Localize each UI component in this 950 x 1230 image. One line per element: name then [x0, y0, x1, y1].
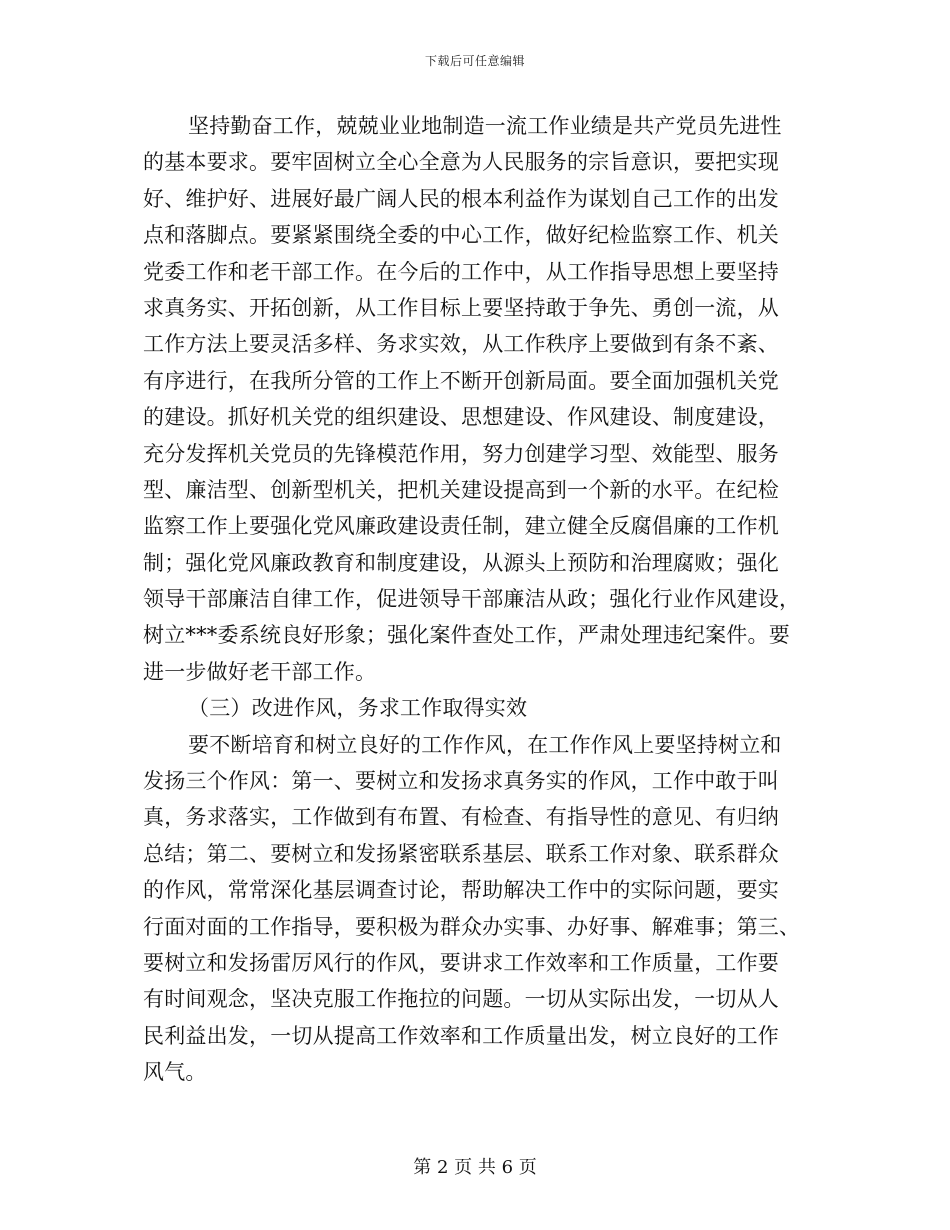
paragraph-line: 监察工作上要强化党风廉政建设责任制，建立健全反腐倡廉的工作机: [143, 514, 779, 539]
paragraph-line: 要不断培育和树立良好的工作作风，在工作作风上要坚持树立和: [188, 732, 782, 757]
paragraph-line: 充分发挥机关党员的先锋模范作用，努力创建学习型、效能型、服务: [143, 441, 779, 466]
paragraph-line: 民利益出发，一切从提高工作效率和工作质量出发，树立良好的工作: [143, 1023, 779, 1048]
paragraph-line: 有时间观念，坚决克服工作拖拉的问题。一切从实际出发，一切从人: [143, 987, 779, 1012]
paragraph-line: 好、维护好、进展好最广阔人民的根本利益作为谋划自己工作的出发: [143, 186, 779, 211]
paragraph-line: 的建设。抓好机关党的组织建设、思想建设、作风建设、制度建设，: [143, 405, 779, 430]
paragraph-line: 工作方法上要灵活多样、务求实效，从工作秩序上要做到有条不紊、: [143, 332, 779, 357]
paragraph-line: 要树立和发扬雷厉风行的作风，要讲求工作效率和工作质量，工作要: [143, 950, 779, 975]
paragraph-line: 制；强化党风廉政教育和制度建设，从源头上预防和治理腐败；强化: [143, 550, 779, 575]
paragraph-line: 型、廉洁型、创新型机关，把机关建设提高到一个新的水平。在纪检: [143, 477, 779, 502]
paragraph-line: 坚持勤奋工作，兢兢业业地制造一流工作业绩是共产党员先进性: [188, 114, 782, 138]
paragraph-line: 真，务求落实，工作做到有布置、有检查、有指导性的意见、有归纳: [143, 805, 779, 830]
paragraph-line: 发扬三个作风：第一、要树立和发扬求真务实的作风，工作中敢于叫: [143, 769, 779, 794]
paragraph-line: 领导干部廉洁自律工作，促进领导干部廉洁从政；强化行业作风建设，: [143, 587, 801, 612]
document-body: [143, 108, 807, 1091]
page-header: 下载后可任意编辑: [424, 54, 525, 68]
paragraph-line: 进一步做好老干部工作。: [143, 659, 377, 684]
paragraph-line: 的作风，常常深化基层调查讨论，帮助解决工作中的实际问题，要实: [143, 878, 779, 903]
paragraph-line: 的基本要求。要牢固树立全心全意为人民服务的宗旨意识，要把实现: [143, 150, 779, 175]
section-heading: （三）改进作风，务求工作取得实效: [188, 696, 528, 721]
paragraph-line: 行面对面的工作指导，要积极为群众办实事、办好事、解难事；第三、: [143, 914, 801, 939]
page-footer: 第 2 页 共 6 页: [413, 1157, 537, 1178]
paragraph-line: 求真务实、开拓创新，从工作目标上要坚持敢于争先、勇创一流，从: [143, 295, 779, 320]
paragraph-line: 风气。: [143, 1060, 207, 1085]
paragraph-line: 树立***委系统良好形象；强化案件查处工作，严肃处理违纪案件。要: [143, 623, 790, 648]
paragraph-line: 党委工作和老干部工作。在今后的工作中，从工作指导思想上要坚持: [143, 259, 779, 284]
paragraph-line: 有序进行，在我所分管的工作上不断开创新局面。要全面加强机关党: [143, 368, 779, 393]
paragraph-line: 点和落脚点。要紧紧围绕全委的中心工作，做好纪检监察工作、机关: [143, 223, 779, 248]
paragraph-line: 总结；第二、要树立和发扬紧密联系基层、联系工作对象、联系群众: [143, 841, 779, 866]
